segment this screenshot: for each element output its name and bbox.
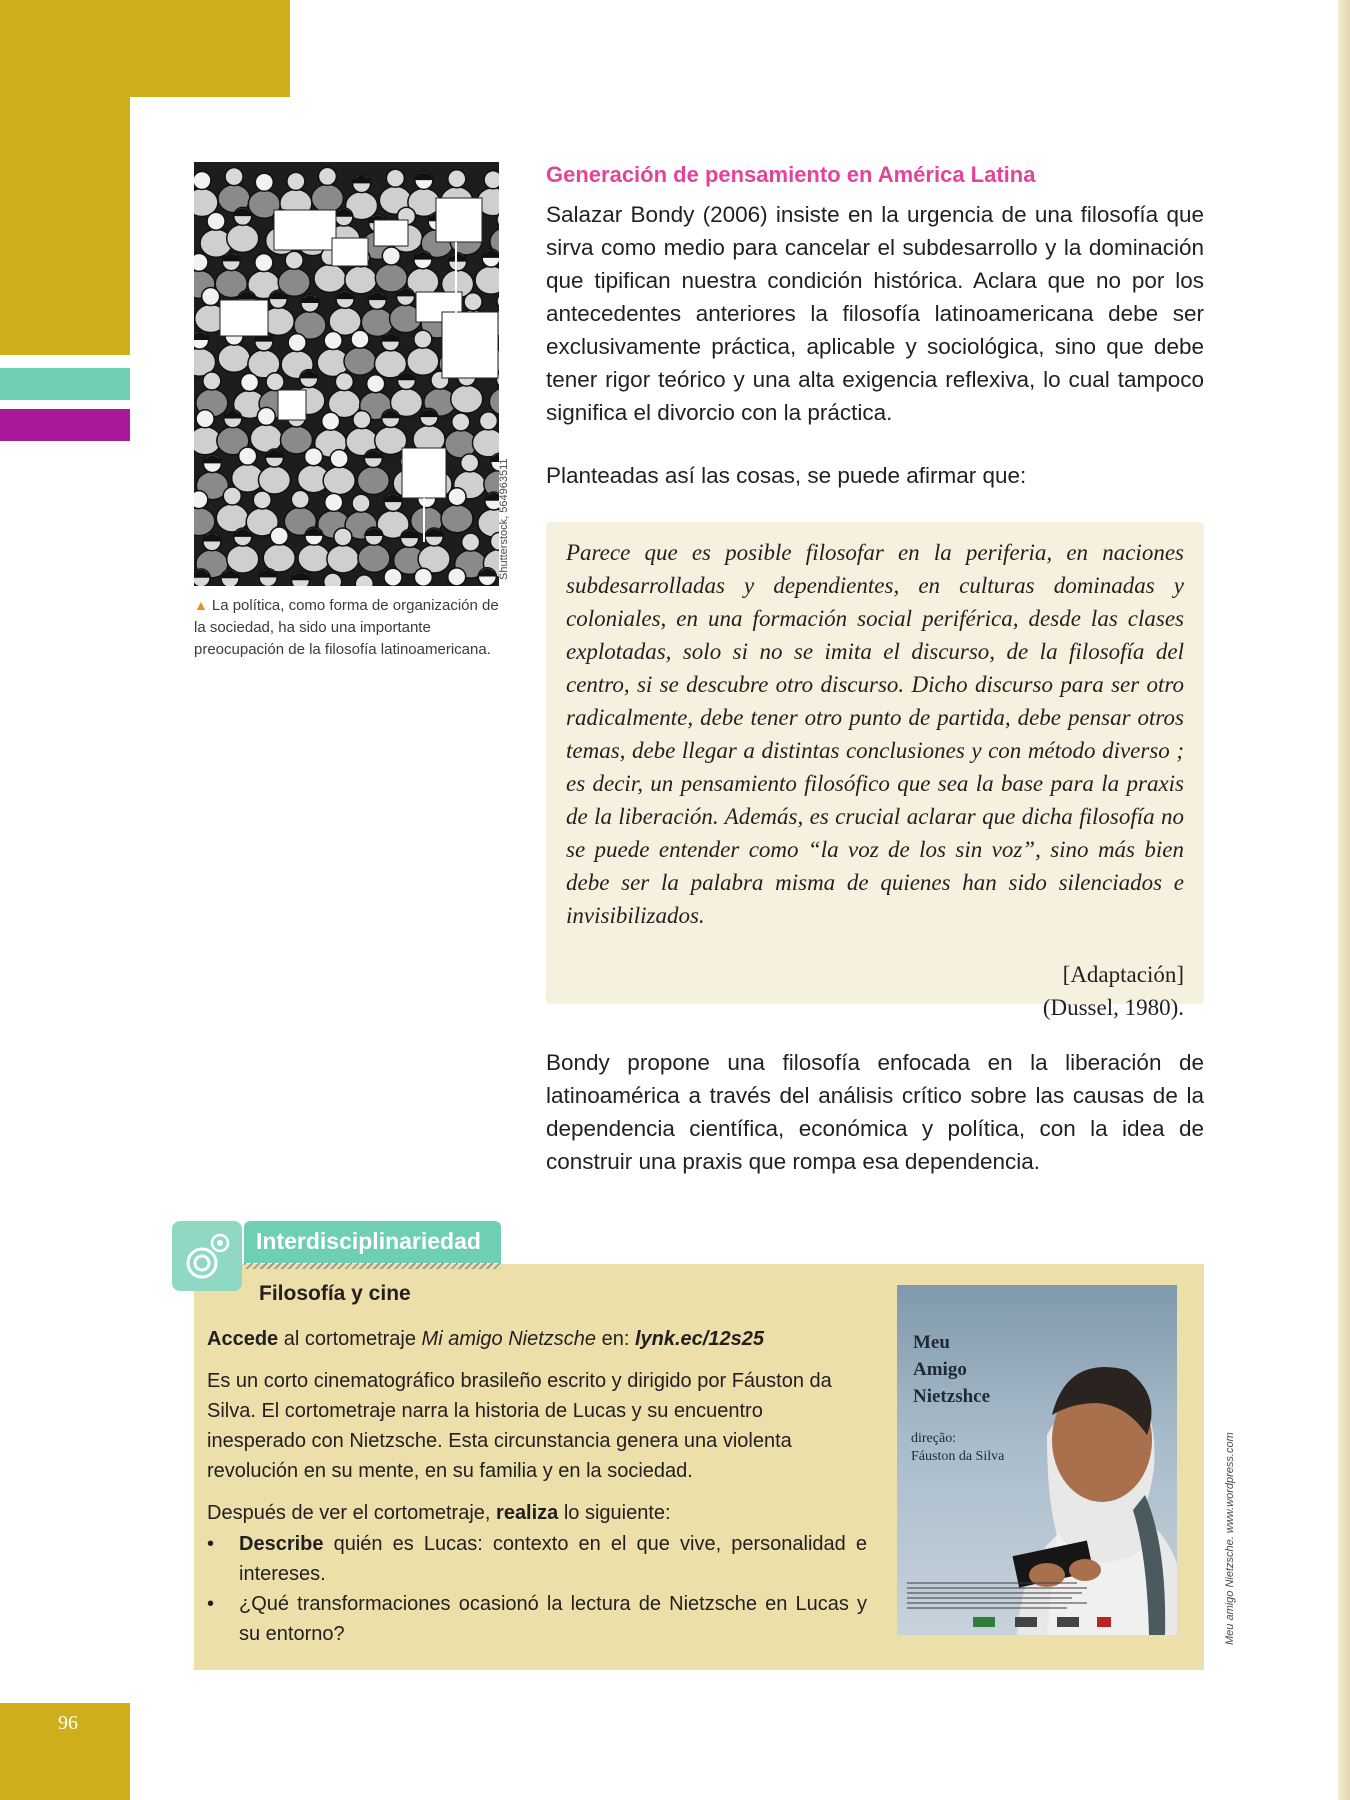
crowd-head (324, 573, 342, 586)
crowd-head (452, 413, 470, 431)
crowd-head (322, 412, 340, 430)
crowd-drawing (194, 162, 499, 586)
bullet-rest: quién es Lucas: contexto en el que vive, personalidad e intereses. (239, 1533, 867, 1585)
paragraph-intro: Salazar Bondy (2006) insiste en la urgencia de una filosofía que sirva como medio para cancelar el subdesarrollo y la dominación que tipifican nuestra condición histórica. Aclara que no por los antecedentes anteriores la filosofía latinoamericana debe ser exclusivamente práctica, aplicable y sociológica, sino que debe tener rigor teórico y una alta exigencia reflexiva, lo cual tampoco significa el divorcio con la práctica. (546, 202, 1204, 425)
caption-text: La política, como forma de organización de la sociedad, ha sido una importante preocupación de la filosofía latinoamericana. (194, 597, 499, 658)
paragraph-conclusion: Bondy propone una filosofía enfocada en la liberación de latinoamérica a través del análisis crítico sobre las causas de la dependencia científica, económica y política, con la idea de construir una praxis que rompa esa dependencia. (546, 1050, 1204, 1174)
poster-credit-block (897, 1575, 1177, 1635)
crowd-head (270, 527, 288, 545)
crowd-body (407, 347, 439, 375)
crowd-head (351, 330, 369, 348)
crowd-head (285, 251, 303, 269)
crowd-head (225, 168, 243, 186)
crowd-head (203, 372, 221, 390)
crowd-head (207, 212, 225, 230)
crowd-head (241, 373, 259, 391)
crowd-head (382, 247, 400, 265)
crowd-body (475, 266, 499, 294)
page-number: 96 (58, 1712, 78, 1734)
access-verb: Accede (207, 1328, 279, 1350)
crowd-head (202, 288, 220, 306)
crowd-head (484, 171, 499, 189)
crowd-body (250, 424, 282, 452)
interdisciplinary-icon (172, 1221, 242, 1291)
poster-director-label: direção: (911, 1431, 957, 1446)
crowd-head (448, 568, 466, 586)
crowd-head (194, 253, 208, 271)
side-magenta-band (0, 409, 130, 441)
crowd-head (239, 447, 257, 465)
crowd-head (464, 293, 482, 311)
section-title: Generación de pensamiento en América Latina (546, 162, 1036, 187)
bullet-rest: ¿Qué transformaciones ocasionó la lectura de Nietzsche en Lucas y su entorno? (239, 1593, 867, 1645)
poster-title-line: Amigo (913, 1359, 967, 1380)
film-title: Mi amigo Nietzsche (421, 1328, 597, 1350)
crowd-head (386, 169, 404, 187)
crowd-head (253, 491, 271, 509)
crowd-head (448, 170, 466, 188)
crowd-head (414, 330, 432, 348)
figure-caption (194, 594, 504, 661)
list-item (207, 1529, 867, 1589)
film-link[interactable]: lynk.ec/12s25 (634, 1328, 764, 1350)
crowd-body (344, 347, 376, 375)
crowd-head (325, 493, 343, 511)
poster-title-line: Meu (913, 1332, 950, 1353)
quote-box (546, 522, 1204, 1020)
instruction-post: lo siguiente: (558, 1502, 671, 1524)
crowd-head (448, 488, 466, 506)
crowd-body (345, 266, 377, 294)
crowd-head (196, 410, 214, 428)
image-credit: Shutterstock, 564963511 (498, 458, 510, 580)
poster-director-name: Fáuston da Silva (911, 1449, 1005, 1464)
access-line (207, 1324, 867, 1354)
crowd-body (218, 344, 250, 372)
poster-director (911, 1430, 1004, 1466)
quote-source (566, 958, 1184, 1024)
film-poster (897, 1285, 1177, 1635)
quote-text: Parece que es posible filosofar en la periferia, en naciones subdesarrolladas y dependientes, en culturas dominadas y coloniales, en una formación social periférica, desde las clases explotadas, solo si no se imita el discurso, de la filosofía del centro, si se descubre otro discurso. Dicho discurso para ser otro radicalmente, debe tener otro punto de partida, debe pensar otros temas, debe llegar a distintas conclusiones y con método diverso ; es decir, un pensamiento filosófico que sea la base para la praxis de la liberación. Además, es crucial aclarar que dicha filosofía no se puede entender como “la voz de los sin voz”, sino más bien debe ser la palabra misma de quienes han sido silenciados e invisibilizados. (566, 540, 1184, 928)
instruction-line (207, 1498, 867, 1528)
crowd-body (258, 466, 290, 494)
crowd-head (367, 375, 385, 393)
access-en: en: (596, 1328, 635, 1350)
crowd-body (358, 544, 390, 572)
crowd-body (357, 466, 389, 494)
crowd-body (441, 505, 473, 533)
triangle-bullet-icon: ▲ (194, 597, 208, 613)
crowd-head (461, 454, 479, 472)
crowd-head (335, 373, 353, 391)
bullet-icon: • (207, 1533, 215, 1555)
crowd-head (355, 575, 373, 586)
paragraph-lead-in: Planteadas así las cosas, se puede afirmar que: (546, 463, 1027, 488)
poster-title-line: Nietzshce (913, 1386, 991, 1407)
bullet-verb: Describe (239, 1533, 324, 1555)
crowd-head (479, 412, 497, 430)
crowd-head (257, 407, 275, 425)
crowd-head (194, 491, 208, 509)
crowd-head (194, 171, 211, 189)
poster-credit: Meu amigo Nietzsche. www.wordpress.com (1224, 1432, 1236, 1645)
crowd-body (298, 544, 330, 572)
concentric-circles-icon (172, 1221, 242, 1291)
crowd-head (334, 528, 352, 546)
crowd-head (318, 167, 336, 185)
crowd-body (314, 264, 346, 292)
bullet-text (239, 1529, 867, 1589)
interdisciplinary-subtitle: Filosofía y cine (259, 1282, 411, 1305)
access-mid: al cortometraje (278, 1328, 422, 1350)
instruction-verb: realiza (496, 1502, 559, 1524)
crowd-head (353, 411, 371, 429)
crowd-body (263, 544, 295, 572)
crowd-head (414, 568, 432, 586)
film-description: Es un corto cinematográfico brasileño escrito y dirigido por Fáuston da Silva. El cortometraje narra la historia de Lucas y su encuentro inesperado con Nietzsche. Esta circunstancia genera una violenta revolución en su mente, en su familia y en la sociedad. (207, 1370, 832, 1482)
crowd-head (255, 254, 273, 272)
crowd-head (287, 172, 305, 190)
quote-citation: (Dussel, 1980). (1042, 995, 1184, 1020)
crowd-head (223, 487, 241, 505)
crowd-head (330, 450, 348, 468)
interdisciplinary-title: Interdisciplinariedad (256, 1228, 481, 1254)
instruction-pre: Después de ver el cortometraje, (207, 1502, 497, 1524)
crowd-body (472, 429, 499, 457)
crowd-head (266, 373, 284, 391)
crowd-head (462, 533, 480, 551)
crowd-head (255, 173, 273, 191)
side-gold-band (0, 0, 130, 355)
bullet-text (239, 1589, 867, 1649)
crowd-body (227, 224, 259, 252)
crowd-body (327, 545, 359, 573)
crowd-protest-illustration (194, 162, 499, 586)
crowd-body (323, 467, 355, 495)
crowd-head (288, 334, 306, 352)
tab-stripe (244, 1263, 501, 1269)
crowd-body (227, 545, 259, 573)
crowd-head (305, 448, 323, 466)
poster-title (913, 1329, 990, 1410)
crowd-head (324, 332, 342, 350)
bullet-icon: • (207, 1593, 215, 1615)
side-teal-band (0, 368, 130, 400)
crowd-head (291, 490, 309, 508)
crowd-head (352, 494, 370, 512)
quote-adaptation: [Adaptación] (1062, 962, 1184, 987)
list-item (207, 1589, 867, 1649)
crowd-body (451, 385, 483, 413)
crowd-body (311, 184, 343, 212)
crowd-head (384, 568, 402, 586)
page-edge-shadow (1338, 0, 1350, 1800)
